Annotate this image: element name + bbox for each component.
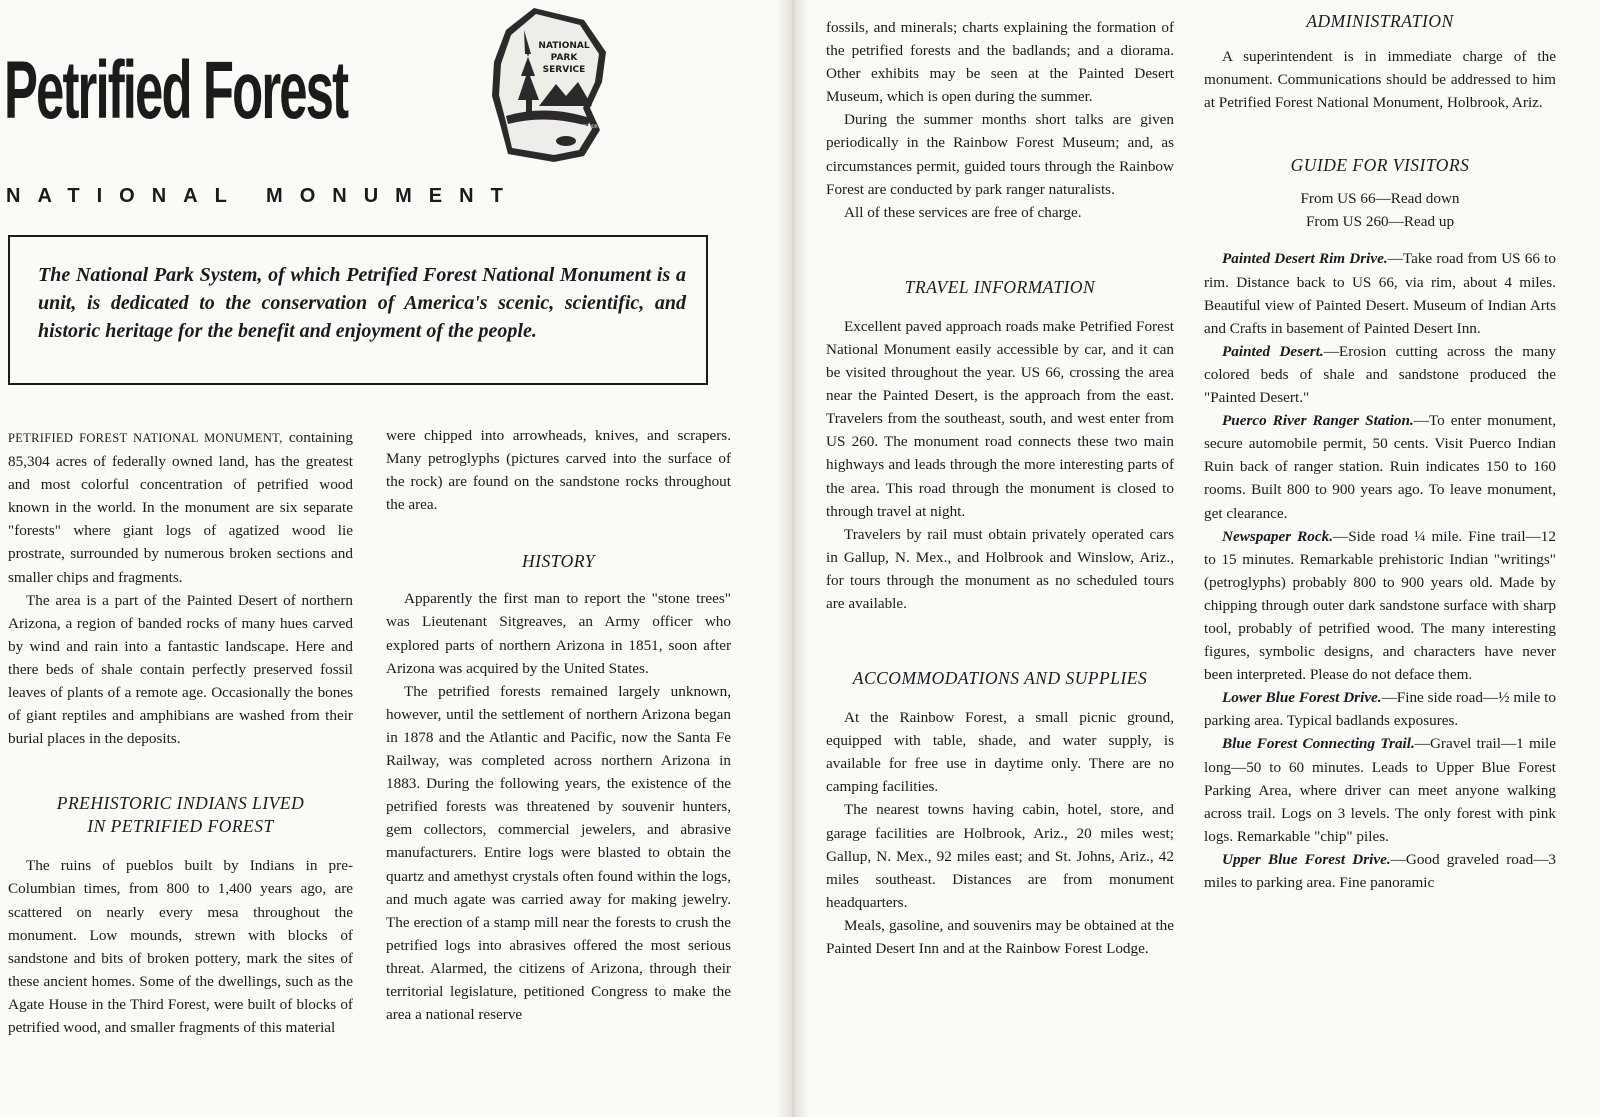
column-2 xyxy=(386,424,731,1026)
prehistoric-paragraph-1-continued: were chipped into arrowheads, knives, and scrapers. Many petroglyphs (pictures carved into the surface of the rock) are found on the sandstone rocks throughout the area. xyxy=(386,427,731,514)
guide-entry-term: Painted Desert Rim Drive. xyxy=(1222,250,1388,268)
intro-p1-text: containing 85,304 acres of federally owned land, has the greatest and most colorful concentration of petrified wood known in the world. In the monument are six separate "forests" where giant logs of agatized wood lie prostrate, surrounded by numerous broken sections and smaller chips and fragments. xyxy=(8,429,353,586)
guide-entry xyxy=(1204,686,1556,732)
history-heading: HISTORY xyxy=(522,551,595,572)
emblem-field xyxy=(499,14,599,155)
nps-arrowhead-emblem xyxy=(484,4,610,164)
document-title: Petrified Forest xyxy=(4,45,348,136)
accommodations-paragraph-2: The nearest towns having cabin, hotel, store, and garage facilities are Holbrook, Ariz., 20 miles west; Gallup, N. Mex., 92 miles east; and St. Johns, Ariz., 42 miles southeast. Distances are from monument headquarters. xyxy=(826,801,1174,911)
guide-entry-text: —Good graveled road—3 miles to parking area. Fine panoramic xyxy=(1204,850,1556,891)
history-paragraph-2: The petrified forests remained largely unknown, however, until the settlement of northern Arizona began in 1878 and the Atlantic and Pacific, now the Santa Fe Railway, was completed across northern Arizona in 1883. During the following years, the existence of the petrified forests was threatened by souvenir hunters, gem collectors, commercial jewelers, and abrasive manufacturers. Entire logs were blasted to obtain the quartz and amethyst crystals often found within the logs, and much agate was carried away for making jewelry. The erection of a stamp mill near the forests to crush the petrified logs into abrasives offered the most serious threat. Alarmed, the citizens of Arizona, through their territorial legislature, petitioned Congress to make the area a national reserve xyxy=(386,682,731,1024)
intro-paragraph-1 xyxy=(8,426,353,589)
column-1 xyxy=(8,426,353,1039)
guide-entry-text: —Take road from US 66 to rim. Distance back to US 66, via rim, about 4 miles. Beautiful view of Painted Desert. Museum of Indian Arts and Crafts in basement of Painted Desert Inn. xyxy=(1204,250,1556,337)
guide-entry-term: Newspaper Rock. xyxy=(1222,527,1333,545)
guide-entry xyxy=(1204,247,1556,339)
museum-paragraph-3: All of these services are free of charge. xyxy=(844,203,1082,221)
guide-heading: GUIDE FOR VISITORS xyxy=(1290,155,1470,176)
intro-paragraph-2: The area is a part of the Painted Desert of northern Arizona, a region of banded rocks of many hues carved by wind and rain into a fantastic landscape. Here and there beds of shale contain perfectly preserved fossil leaves of plants of a remote age. Occasionally the bones of giant reptiles and amphibians are washed from their burial places in the deposits. xyxy=(8,591,353,748)
column-3 xyxy=(826,16,1174,960)
guide-entry xyxy=(1204,409,1556,524)
prehistoric-heading xyxy=(8,792,353,838)
administration-heading: ADMINISTRATION xyxy=(1306,11,1454,31)
guide-entry-term: Lower Blue Forest Drive. xyxy=(1222,689,1382,707)
guide-entry xyxy=(1204,340,1556,409)
guide-entry-text: —Erosion cutting across the many colored beds of shale and sandstone produced the "Painted Desert." xyxy=(1204,342,1556,407)
travel-heading: TRAVEL INFORMATION xyxy=(904,276,1096,297)
guide-entry xyxy=(1204,848,1556,894)
guide-direction-2: From US 260—Read up xyxy=(1305,213,1455,231)
prehistoric-heading-line-2: IN PETRIFIED FOREST xyxy=(87,816,274,837)
guide-entry-term: Puerco River Ranger Station. xyxy=(1222,412,1414,430)
mission-statement: The National Park System, of which Petrified Forest National Monument is a unit, is dedicated to the conservation of America's scenic, scientific, and historic heritage for the benefit and enjoyment of the people. xyxy=(38,264,686,342)
guide-entry-term: Painted Desert. xyxy=(1222,342,1324,360)
history-paragraph-1: Apparently the first man to report the "stone trees" was Lieutenant Sitgreaves, an Army officer who explored parts of northern Arizona in 1851, soon after Arizona was acquired by the United States. xyxy=(386,590,731,677)
bison-icon xyxy=(556,136,576,146)
travel-paragraph-2: Travelers by rail must obtain privately operated cars in Gallup, N. Mex., and Holbrook and Winslow, Ariz., for tours through the monument as no scheduled tours are available. xyxy=(826,525,1174,612)
guide-entry xyxy=(1204,525,1556,687)
prehistoric-heading-line-1: PREHISTORIC INDIANS LIVED xyxy=(56,793,305,814)
accommodations-heading: ACCOMMODATIONS AND SUPPLIES xyxy=(852,668,1148,689)
guide-entry-text: —Side road ¼ mile. Fine trail—12 to 15 minutes. Remarkable prehistoric Indian "writings" (petroglyphs) probably 800 to 900 years old. Made by chipping through outer dark sandstone surface with sharp tool, probably of petrified wood. The many interesting figures, symbolic designs, and characters have never been interpreted. Please do not deface them. xyxy=(1204,527,1556,684)
emblem-line-1: NATIONAL xyxy=(538,41,590,51)
prehistoric-paragraph-1: The ruins of pueblos built by Indians in pre-Columbian times, from 800 to 1,400 years ago, are scattered on nearly every mesa throughout the monument. Low mounds, strewn with blocks of sandstone and bits of broken pottery, mark the sites of these ancient homes. Some of the dwellings, such as the Agate House in the Third Forest, were built of blocks of petrified wood, and smaller fragments of this material xyxy=(8,857,353,1036)
guide-entry-term: Blue Forest Connecting Trail. xyxy=(1222,735,1415,753)
guide-entry-term: Upper Blue Forest Drive. xyxy=(1222,850,1391,868)
intro-lead: PETRIFIED FOREST NATIONAL MONUMENT, xyxy=(8,431,283,445)
accommodations-paragraph-1: At the Rainbow Forest, a small picnic ground, equipped with table, shade, and water supply, is available for free use in daytime only. There are no camping facilities. xyxy=(826,709,1174,796)
guide-direction-1: From US 66—Read down xyxy=(1300,190,1460,208)
page-gutter xyxy=(776,0,810,1117)
emblem-department: DEPARTMENT OF THE INTERIOR xyxy=(534,124,598,129)
guide-entry-text: —To enter monument, secure automobile permit, 50 cents. Visit Puerco Indian Ruin back of ranger station. Ruin indicates 150 to 160 rooms. Built 800 to 900 years ago. To leave monument, get clearance. xyxy=(1204,412,1557,522)
museum-paragraph-1: fossils, and minerals; charts explaining the formation of the petrified forests and the badlands; and a diorama. Other exhibits may be seen at the Painted Desert Museum, which is open during the summer. xyxy=(826,19,1174,106)
administration-paragraph: A superintendent is in immediate charge of the monument. Communications should be addressed to him at Petrified Forest National Monument, Holbrook, Ariz. xyxy=(1204,48,1556,112)
travel-paragraph-1: Excellent paved approach roads make Petrified Forest National Monument easily accessible by car, and it can be visited throughout the year. US 66, crossing the area near the Painted Desert, is the approach from the east. Travelers from the southeast, south, and west enter from US 260. The monument road connects these two main highways and leads through the more interesting parts of the area. This road through the monument is closed to through travel at night. xyxy=(826,317,1174,520)
museum-paragraph-2: During the summer months short talks are given periodically in the Rainbow Forest Museum; and, as circumstances permit, guided tours through the Rainbow Forest are conducted by park ranger naturalists. xyxy=(826,111,1174,198)
guide-entry-text: —Gravel trail—1 mile long—50 to 60 minutes. Leads to Upper Blue Forest Parking Area, where driver can meet anyone walking across trail. Logs on 3 levels. The only forest with pink logs. Remarkable "chip" piles. xyxy=(1204,735,1556,845)
emblem-line-3: SERVICE xyxy=(542,65,586,75)
mission-statement-box xyxy=(8,235,708,385)
column-4 xyxy=(1204,10,1556,894)
emblem-line-2: PARK xyxy=(550,53,578,63)
accommodations-paragraph-3: Meals, gasoline, and souvenirs may be obtained at the Painted Desert Inn and at the Rainbow Forest Lodge. xyxy=(826,916,1174,957)
document-subtitle: NATIONAL MONUMENT xyxy=(6,185,520,207)
guide-entry-text: —Fine side road—½ mile to parking area. Typical badlands exposures. xyxy=(1204,689,1556,730)
guide-entry xyxy=(1204,732,1556,847)
